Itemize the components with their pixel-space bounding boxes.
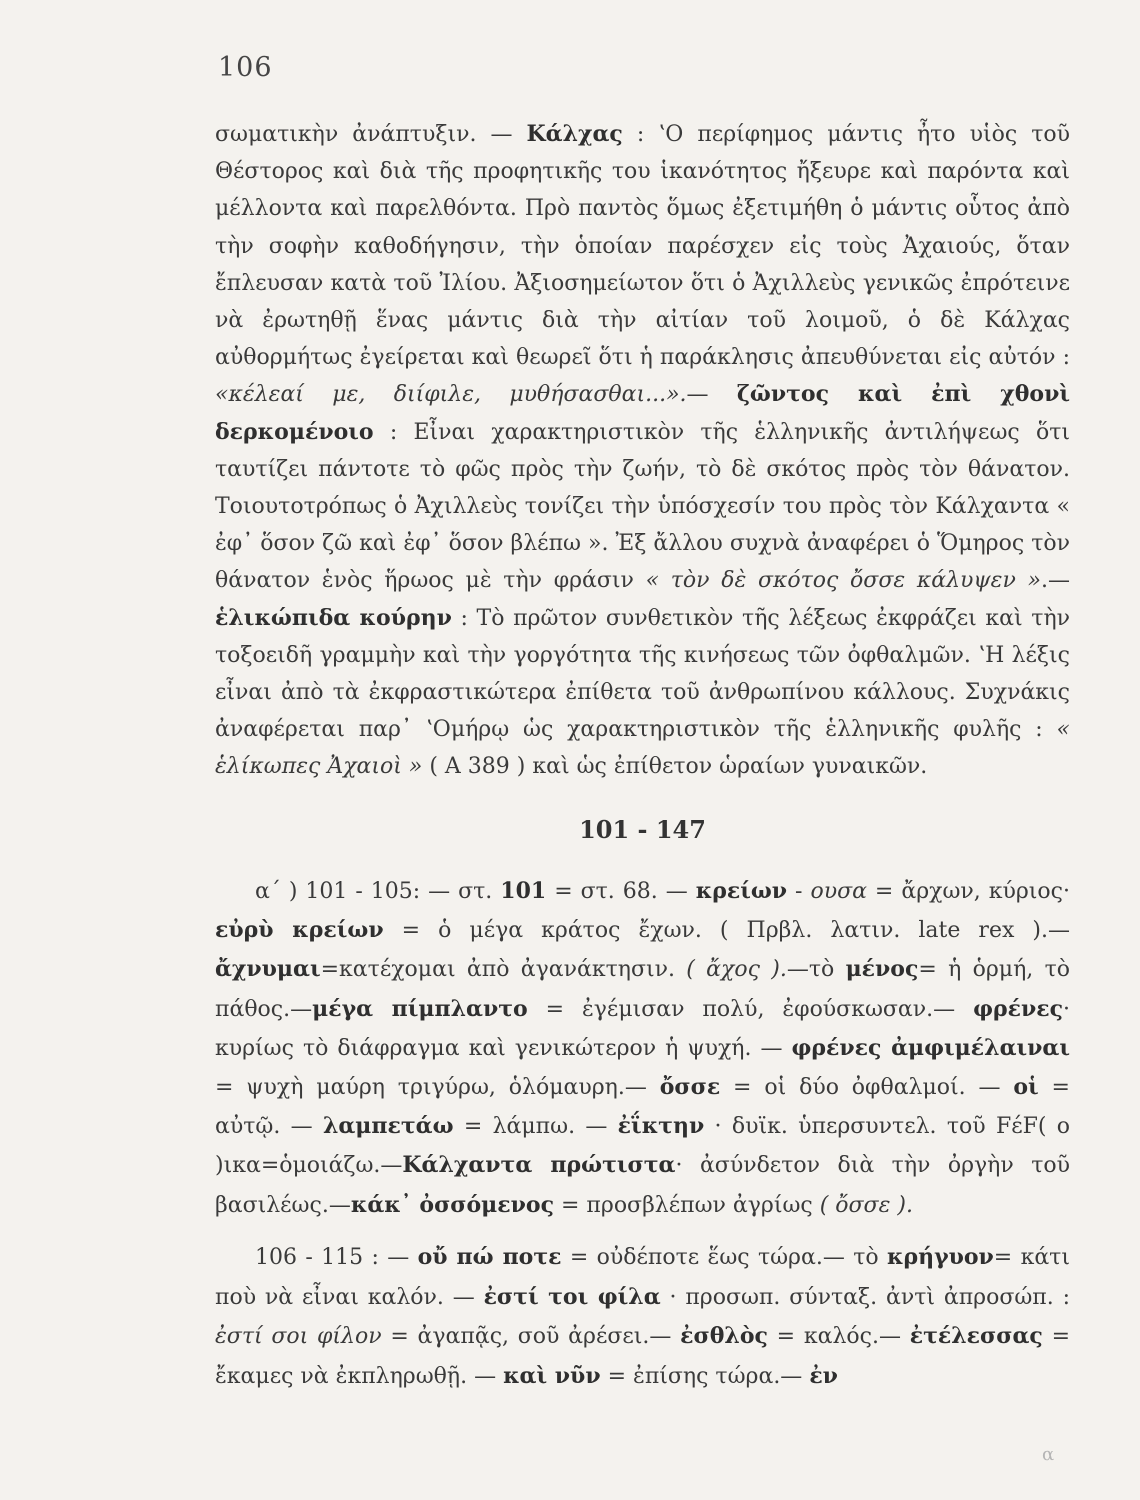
text-segment: = ἡ ὁρμή, τὸ πάθος.— — [215, 957, 1070, 1022]
lemma: οἱ — [1013, 1074, 1039, 1101]
lemma: ζῶντος καὶ ἐπὶ χθονὶ δερκομένοιο — [215, 381, 1070, 445]
commentary-paragraph-1 — [215, 116, 1070, 786]
lemma: Κάλχαντα πρώτιστα — [402, 1152, 676, 1179]
text-segment: · ἀσύνδετον διὰ τὴν ὀργὴν τοῦ βασιλέως.— — [215, 1153, 1070, 1218]
text-segment: : Εἶναι χαρακτηριστικὸν τῆς ἑλληνικῆς ἀντιλήψεως ὅτι ταυτίζει πάντοτε τὸ φῶς πρὸς τὴν ζωήν, τὸ δὲ σκότος πρὸς τὸν θάνατον. Τοιουτοτρόπως ὁ Ἀχιλλεὺς τονίζει τὴν ὑπόσχεσίν του πρὸς τὸν Κάλχαντα « ἐφ᾽ ὅσον ζῶ καὶ ἐφ᾽ ὅσον βλέπω ». Ἐξ ἄλλου συχνὰ ἀναφέρει ὁ Ὅμηρος τὸν θάνατον ἑνὸς ἥρωος μὲ τὴν φράσιν — [215, 419, 1070, 594]
text-segment: - — [787, 879, 811, 904]
text-segment: 106 - 115 : — — [255, 1245, 418, 1270]
quotation: « τὸν δὲ σκότος ὄσσε κάλυψεν » — [645, 568, 1041, 594]
lemma: ἄχνυμαι — [215, 956, 321, 983]
lemma: ἐΐκτην — [617, 1113, 705, 1140]
lemma: λαμπετάω — [322, 1113, 454, 1140]
text-segment: = καλός.— — [767, 1324, 910, 1349]
text-segment: — — [686, 382, 737, 408]
lemma: κρείων — [695, 878, 788, 904]
text-segment: = στ. 68. — — [546, 879, 696, 904]
text-segment: · κυρίως τὸ διάφραγμα καὶ γενικώτερον ἡ ψυχή. — — [215, 996, 1071, 1061]
lemma: φρένες — [973, 995, 1064, 1022]
lemma: οὔ πώ ποτε — [417, 1244, 562, 1270]
lemma: ἐν — [809, 1362, 838, 1389]
quotation: ουσα — [810, 879, 867, 904]
text-segment: = οἱ δύο ὀφθαλμοί. — — [720, 1075, 1014, 1101]
text-segment: = αὐτῷ. — — [215, 1075, 1070, 1140]
text-segment: .— — [1041, 568, 1070, 594]
lemma: κρήγυον — [886, 1244, 994, 1270]
lemma: φρένες ἀμφιμέλαιναι — [791, 1034, 1070, 1061]
text-segment: : ʽΟ περίφημος μάντις ἦτο υἱὸς τοῦ Θέστορος καὶ διὰ τῆς προφητικῆς του ἱκανότητος ἤξευρε καὶ παρόντα καὶ μέλλοντα καὶ παρελθόντα. Πρὸ παντὸς ὅμως ἐξετιμήθη ὁ μάντις οὗτος ἀπὸ τὴν σοφὴν καθοδήγησιν, τὴν ὁποίαν παρέσχεν εἰς τοὺς Ἀχαιούς, ὅταν ἔπλευσαν κατὰ τοῦ Ἰλίου. Ἀξιοσημείωτον ὅτι ὁ Ἀχιλλεὺς γενικῶς ἐπρότεινε νὰ ἐρωτηθῇ ἕνας μάντις διὰ τὴν αἰτίαν τοῦ λοιμοῦ, ὁ δὲ Κάλχας αὐθορμήτως ἐγείρεται καὶ θεωρεῖ ὅτι ἡ παράκλησις ἀπευθύνεται εἰς αὐτόν : — [215, 122, 1070, 371]
section-heading: 101 - 147 — [579, 815, 706, 844]
quotation: «κέλεαί με, διίφιλε, μυθήσασθαι...». — [215, 382, 687, 408]
text-segment: —τὸ — [786, 957, 846, 983]
text-segment: = ὁ μέγα κράτος ἔχων. ( Πρβλ. λατιν. late rex ).— — [383, 918, 1070, 944]
text-segment: = ἐπίσης τώρα.— — [600, 1363, 810, 1389]
signature-mark: α — [1042, 1444, 1055, 1465]
lemma: μέγα πίμπλαντο — [312, 995, 528, 1022]
text-segment: ( Α 389 ) καὶ ὡς ἐπίθετον ὡραίων γυναικῶν. — [422, 754, 928, 780]
text-segment: = λάμπω. — — [453, 1114, 618, 1140]
commentary-paragraph-2 — [215, 872, 1070, 1225]
lemma: Κάλχας — [526, 121, 623, 147]
lemma: ἐσθλὸς — [680, 1323, 768, 1349]
text-segment: α΄ ) 101 - 105: — στ. — [255, 879, 501, 904]
text-segment: = ἐγέμισαν πολύ, ἐφούσκωσαν.— — [527, 996, 974, 1022]
quotation: ( ἄχος ). — [686, 957, 787, 983]
lemma: καὶ νῦν — [503, 1362, 601, 1389]
text-segment: = οὐδέποτε ἕως τώρα.— τὸ — [561, 1245, 887, 1270]
quotation: ἐστί σοι φίλον — [215, 1324, 382, 1349]
commentary-paragraph-3 — [215, 1238, 1070, 1396]
lemma: 101 — [500, 878, 547, 904]
text-segment: = κάτι ποὺ νὰ εἶναι καλόν. — — [215, 1245, 1070, 1310]
text-segment: · προσωπ. σύνταξ. ἀντὶ ἀπροσώπ. : — [660, 1284, 1070, 1310]
text-segment: =κατέχομαι ἀπὸ ἀγανάκτησιν. — [320, 957, 687, 983]
text-segment: = ἄρχων, κύριος· — [866, 879, 1070, 904]
lemma: εὐρὺ κρείων — [215, 917, 384, 944]
text-segment: = ἀγαπᾷς, σοῦ ἀρέσει.— — [381, 1324, 681, 1349]
quotation: ( ὄσσε ). — [819, 1192, 913, 1218]
lemma: κάκ᾽ ὀσσόμενος — [350, 1191, 554, 1218]
page-number: 106 — [218, 52, 273, 83]
lemma: ἐστί τοι φίλα — [483, 1283, 661, 1310]
lemma: ὄσσε — [659, 1074, 721, 1101]
text-segment: = ἔκαμες νὰ ἐκπληρωθῇ. — — [215, 1324, 1071, 1389]
lemma: μένος — [845, 956, 919, 983]
quotation: « ἑλίκωπες Ἀχαιοὶ » — [215, 717, 1070, 780]
text-segment: · δυϊκ. ὑπερσυντελ. τοῦ FέF( ο )ικα=ὁμοιάζω.— — [215, 1114, 1070, 1179]
text-segment: σωματικὴν ἀνάπτυξιν. — — [215, 122, 527, 147]
text-segment: : Τὸ πρῶτον συνθετικὸν τῆς λέξεως ἐκφράζει καὶ τὴν τοξοειδῆ γραμμὴν καὶ τὴν γοργότητα τῆς κινήσεως τῶν ὀφθαλμῶν. ʽΗ λέξις εἶναι ἀπὸ τὰ ἐκφραστικώτερα ἐπίθετα τοῦ ἀνθρωπίνου κάλλους. Συχνάκις ἀναφέρεται παρ᾽ ʽΟμήρῳ ὡς χαρακτηριστικὸν τῆς ἑλληνικῆς φυλῆς : — [215, 605, 1070, 743]
text-segment: = ψυχὴ μαύρη τριγύρω, ὁλόμαυρη.— — [215, 1075, 660, 1101]
lemma: ἐτέλεσσας — [909, 1323, 1043, 1349]
text-segment: = προσβλέπων ἀγρίως — [554, 1192, 820, 1218]
lemma: ἑλικώπιδα κούρην — [215, 604, 452, 631]
